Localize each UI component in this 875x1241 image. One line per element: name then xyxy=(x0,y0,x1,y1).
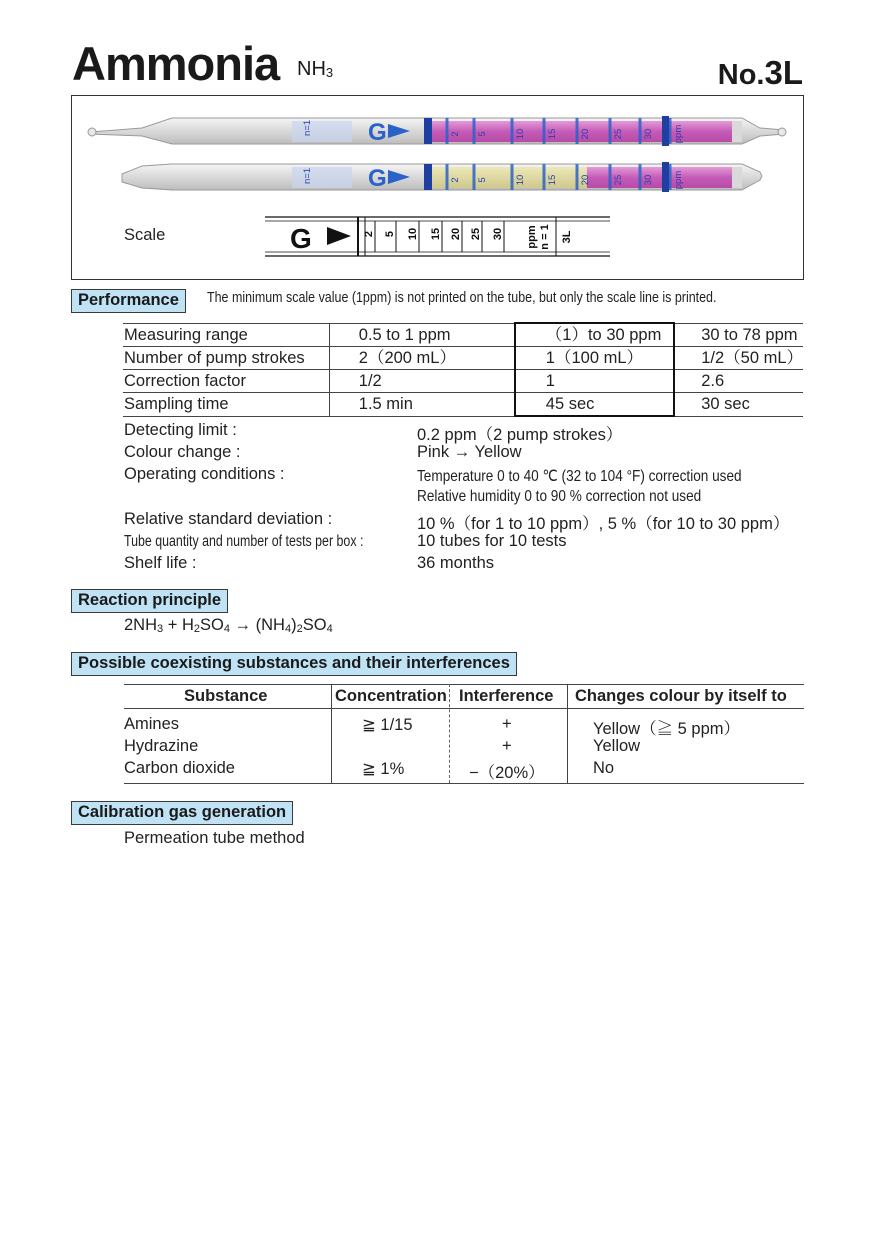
tube-bottom-graduation-label: 5 xyxy=(477,177,488,183)
scale-code: 3L xyxy=(561,230,573,244)
column-header: Changes colour by itself to xyxy=(575,687,787,705)
performance-table xyxy=(123,322,803,417)
eq-sub: 4 xyxy=(326,623,333,635)
formula-subscript: 3 xyxy=(325,65,334,80)
shelf-life-value: 36 months xyxy=(417,554,495,572)
tube-top-graduation-label: 2 xyxy=(450,131,461,137)
scale-tick-label: 25 xyxy=(470,227,482,241)
scale-unit: ppm xyxy=(526,225,538,249)
page-title: Ammonia xyxy=(72,37,280,90)
substance-cell: Hydrazine xyxy=(124,737,199,755)
substance-cell: Carbon dioxide xyxy=(124,759,235,777)
colour-cell: No xyxy=(593,759,615,777)
row-label: Measuring range xyxy=(123,323,329,347)
tube-top-graduation-tick xyxy=(511,118,514,144)
tube-top-graduation-tick xyxy=(543,118,546,144)
cell-value: 30 sec xyxy=(674,393,803,417)
tube-bottom-graduation-tick xyxy=(446,164,449,190)
table-row xyxy=(123,393,803,417)
eq-part: SO xyxy=(302,616,327,634)
section-calibration: Calibration gas generation xyxy=(71,801,293,825)
rsd-value: 10 %（for 1 to 10 ppm）, 5 %（for 10 to 30 ppm） xyxy=(417,515,790,533)
row-label: Number of pump strokes xyxy=(123,347,329,370)
scale-diagram xyxy=(265,217,610,256)
chemical-formula xyxy=(297,58,333,81)
performance-note: The minimum scale value (1ppm) is not printed on the tube, but only the scale line is printed. xyxy=(207,290,717,306)
tube-top-graduation-label: ppm xyxy=(673,124,684,144)
brand-logo-g: G xyxy=(368,119,387,146)
operating-temperature: Temperature 0 to 40 ℃ (32 to 104 °F) correction used xyxy=(417,468,742,485)
shelf-life-label: Shelf life : xyxy=(124,554,197,572)
interferences-table xyxy=(124,684,804,784)
eq-sub: 2 xyxy=(296,623,303,635)
cell-value: 1.5 min xyxy=(329,393,515,417)
tube-bottom-graduation-end-band xyxy=(662,162,669,192)
section-reaction-principle: Reaction principle xyxy=(71,589,228,613)
concentration-cell: ≧ 1/15 xyxy=(362,716,413,734)
tube-bottom-graduation-label: ppm xyxy=(673,170,684,190)
cell-value: 2（200 mL） xyxy=(329,347,515,370)
tube-n-label: n=1 xyxy=(302,119,313,136)
eq-part: 2NH xyxy=(124,616,158,634)
scale-arrow-icon xyxy=(327,227,351,245)
cell-value: 2.6 xyxy=(674,370,803,393)
scale-tick-label: 5 xyxy=(384,230,396,238)
colour-change-label: Colour change : xyxy=(124,443,241,461)
detecting-limit-label: Detecting limit : xyxy=(124,421,237,439)
tube-bottom-graduation-label: 2 xyxy=(450,177,461,183)
calibration-method: Permeation tube method xyxy=(124,829,305,847)
scale-n: n = 1 xyxy=(539,224,551,250)
scale-tick-label: 10 xyxy=(407,227,419,241)
tube-top-graduation-tick xyxy=(609,118,612,144)
eq-part: ) xyxy=(291,616,297,634)
cell-value: 1/2 xyxy=(329,370,515,393)
interference-cell: + xyxy=(502,715,512,733)
detector-tube-top xyxy=(88,116,786,146)
cell-value: 45 sec xyxy=(515,393,674,417)
eq-sub: 4 xyxy=(223,623,230,635)
tube-top-graduation-end-band xyxy=(662,116,669,146)
tube-bottom-graduation-tick xyxy=(543,164,546,190)
tube-top-graduation-tick xyxy=(639,118,642,144)
tube-top-graduation-tick xyxy=(473,118,476,144)
tube-top-graduation-label: 5 xyxy=(477,131,488,137)
tube-top-graduation-label: 25 xyxy=(613,128,624,140)
tube-bottom-graduation-label: 20 xyxy=(580,174,591,186)
eq-sub: 4 xyxy=(284,623,292,635)
eq-sub: 2 xyxy=(193,623,200,635)
detecting-limit-value: 0.2 ppm（2 pump strokes） xyxy=(417,426,623,444)
tube-illustration xyxy=(72,96,803,279)
colour-cell: Yellow xyxy=(593,737,641,755)
tube-top-graduation-label: 20 xyxy=(580,128,591,140)
detector-tube-bottom xyxy=(122,162,762,192)
row-label: Sampling time xyxy=(123,393,329,417)
brand-logo-g-2: G xyxy=(368,165,387,192)
tube-top-graduation-label: 30 xyxy=(643,128,654,140)
cell-value: 1 xyxy=(515,370,674,393)
colour-cell: Yellow（≧ 5 ppm） xyxy=(593,720,741,738)
scale-logo-g: G xyxy=(290,223,312,254)
column-header: Interference xyxy=(459,687,554,705)
tube-bottom-graduation-label: 15 xyxy=(547,174,558,186)
tube-quantity-label: Tube quantity and number of tests per box : xyxy=(124,533,364,550)
interference-cell: −（20%） xyxy=(469,764,545,782)
scale-tick-label: 15 xyxy=(430,227,442,241)
cell-value: 1（100 mL） xyxy=(515,347,674,370)
tube-number-value: 3L xyxy=(764,54,803,91)
eq-part: + H xyxy=(163,616,194,634)
cell-value: 30 to 78 ppm xyxy=(674,323,803,347)
eq-part: → (NH xyxy=(229,616,285,634)
tube-top-graduation-tick xyxy=(446,118,449,144)
tube-bottom-graduation-tick xyxy=(609,164,612,190)
tube-bottom-graduation-label: 30 xyxy=(643,174,654,186)
formula-main: NH xyxy=(297,58,326,80)
scale-tick-label: 20 xyxy=(450,227,462,241)
operating-humidity: Relative humidity 0 to 90 % correction not used xyxy=(417,488,702,505)
row-label: Correction factor xyxy=(123,370,329,393)
interference-cell: + xyxy=(502,737,512,755)
section-performance: Performance xyxy=(71,289,186,313)
tube-quantity-value: 10 tubes for 10 tests xyxy=(417,532,567,550)
tube-bottom-graduation-label: 10 xyxy=(515,174,526,186)
tube-number xyxy=(718,54,803,92)
section-interferences: Possible coexisting substances and their interferences xyxy=(71,652,517,676)
rsd-label: Relative standard deviation : xyxy=(124,510,333,528)
tube-bottom-graduation-label: 25 xyxy=(613,174,624,186)
tube-bottom-graduation-tick xyxy=(511,164,514,190)
scale-label: Scale xyxy=(124,226,166,244)
eq-part: SO xyxy=(200,616,224,634)
operating-conditions-label: Operating conditions : xyxy=(124,465,285,483)
tube-top-graduation-tick xyxy=(576,118,579,144)
cell-value: 1/2（50 mL） xyxy=(674,347,803,370)
tube-bottom-graduation-tick xyxy=(639,164,642,190)
reaction-equation xyxy=(124,616,333,635)
scale-tick-label: 2 xyxy=(363,230,375,238)
table-row xyxy=(123,370,803,393)
table-row xyxy=(123,323,803,347)
tube-figure xyxy=(71,95,804,280)
column-header: Substance xyxy=(184,687,268,705)
tube-top-graduation-label: 15 xyxy=(547,128,558,140)
tube-top-graduation-label: 10 xyxy=(515,128,526,140)
column-header: Concentration xyxy=(335,687,447,705)
tube-n-label-2: n=1 xyxy=(302,167,313,184)
eq-sub: 3 xyxy=(157,623,164,635)
tube-bottom-graduation-tick xyxy=(473,164,476,190)
table-row xyxy=(123,347,803,370)
tube-bottom-graduation-tick xyxy=(576,164,579,190)
substance-cell: Amines xyxy=(124,715,180,733)
tube-number-prefix: No. xyxy=(717,59,765,91)
scale-tick-label: 30 xyxy=(492,227,504,241)
cell-value: 0.5 to 1 ppm xyxy=(329,323,515,347)
concentration-cell: ≧ 1% xyxy=(362,760,405,778)
colour-change-value: Pink → Yellow xyxy=(417,443,522,461)
cell-value: （1）to 30 ppm xyxy=(515,323,674,347)
